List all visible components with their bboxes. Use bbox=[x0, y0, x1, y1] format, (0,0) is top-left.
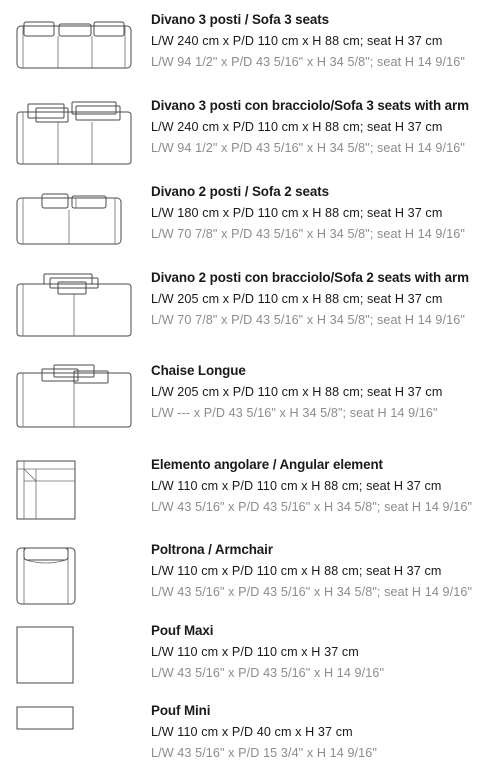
angular-element-icon bbox=[14, 459, 78, 521]
metric-dimensions: L/W 110 cm x P/D 110 cm x H 37 cm bbox=[151, 645, 359, 659]
imperial-dimensions: L/W 70 7/8" x P/D 43 5/16" x H 34 5/8"; seat H 14 9/16" bbox=[151, 313, 465, 327]
imperial-dimensions: L/W --- x P/D 43 5/16" x H 34 5/8"; seat H 14 9/16" bbox=[151, 406, 438, 420]
product-title: Divano 3 posti / Sofa 3 seats bbox=[151, 12, 329, 27]
metric-dimensions: L/W 205 cm x P/D 110 cm x H 88 cm; seat H 37 cm bbox=[151, 385, 443, 399]
imperial-dimensions: L/W 43 5/16" x P/D 43 5/16" x H 34 5/8"; seat H 14 9/16" bbox=[151, 500, 473, 514]
pouf-maxi-icon bbox=[14, 625, 78, 685]
product-title: Divano 2 posti con bracciolo/Sofa 2 seats with arm bbox=[151, 270, 469, 285]
imperial-dimensions: L/W 94 1/2" x P/D 43 5/16" x H 34 5/8"; seat H 14 9/16" bbox=[151, 141, 465, 155]
metric-dimensions: L/W 240 cm x P/D 110 cm x H 88 cm; seat H 37 cm bbox=[151, 120, 443, 134]
chaise-longue-icon bbox=[14, 363, 134, 429]
metric-dimensions: L/W 180 cm x P/D 110 cm x H 88 cm; seat H 37 cm bbox=[151, 206, 443, 220]
product-title: Chaise Longue bbox=[151, 363, 246, 378]
metric-dimensions: L/W 240 cm x P/D 110 cm x H 88 cm; seat H 37 cm bbox=[151, 34, 443, 48]
metric-dimensions: L/W 110 cm x P/D 110 cm x H 88 cm; seat H 37 cm bbox=[151, 479, 442, 493]
metric-dimensions: L/W 205 cm x P/D 110 cm x H 88 cm; seat H 37 cm bbox=[151, 292, 443, 306]
armchair-icon bbox=[14, 544, 78, 606]
product-title: Pouf Maxi bbox=[151, 623, 214, 638]
imperial-dimensions: L/W 43 5/16" x P/D 15 3/4" x H 14 9/16" bbox=[151, 746, 377, 760]
product-title: Elemento angolare / Angular element bbox=[151, 457, 383, 472]
imperial-dimensions: L/W 43 5/16" x P/D 43 5/16" x H 14 9/16" bbox=[151, 666, 385, 680]
pouf-mini-icon bbox=[14, 705, 78, 731]
product-title: Divano 3 posti con bracciolo/Sofa 3 seats with arm bbox=[151, 98, 469, 113]
metric-dimensions: L/W 110 cm x P/D 40 cm x H 37 cm bbox=[151, 725, 353, 739]
product-title: Divano 2 posti / Sofa 2 seats bbox=[151, 184, 329, 199]
imperial-dimensions: L/W 43 5/16" x P/D 43 5/16" x H 34 5/8"; seat H 14 9/16" bbox=[151, 585, 473, 599]
sofa-2-seats-arm-icon bbox=[14, 272, 134, 338]
product-title: Poltrona / Armchair bbox=[151, 542, 273, 557]
imperial-dimensions: L/W 70 7/8" x P/D 43 5/16" x H 34 5/8"; seat H 14 9/16" bbox=[151, 227, 465, 241]
product-title: Pouf Mini bbox=[151, 703, 211, 718]
sofa-2-seats-icon bbox=[14, 188, 124, 246]
sofa-3-seats-arm-icon bbox=[14, 100, 134, 166]
imperial-dimensions: L/W 94 1/2" x P/D 43 5/16" x H 34 5/8"; seat H 14 9/16" bbox=[151, 55, 465, 69]
sofa-3-seats-icon bbox=[14, 16, 134, 70]
metric-dimensions: L/W 110 cm x P/D 110 cm x H 88 cm; seat H 37 cm bbox=[151, 564, 442, 578]
